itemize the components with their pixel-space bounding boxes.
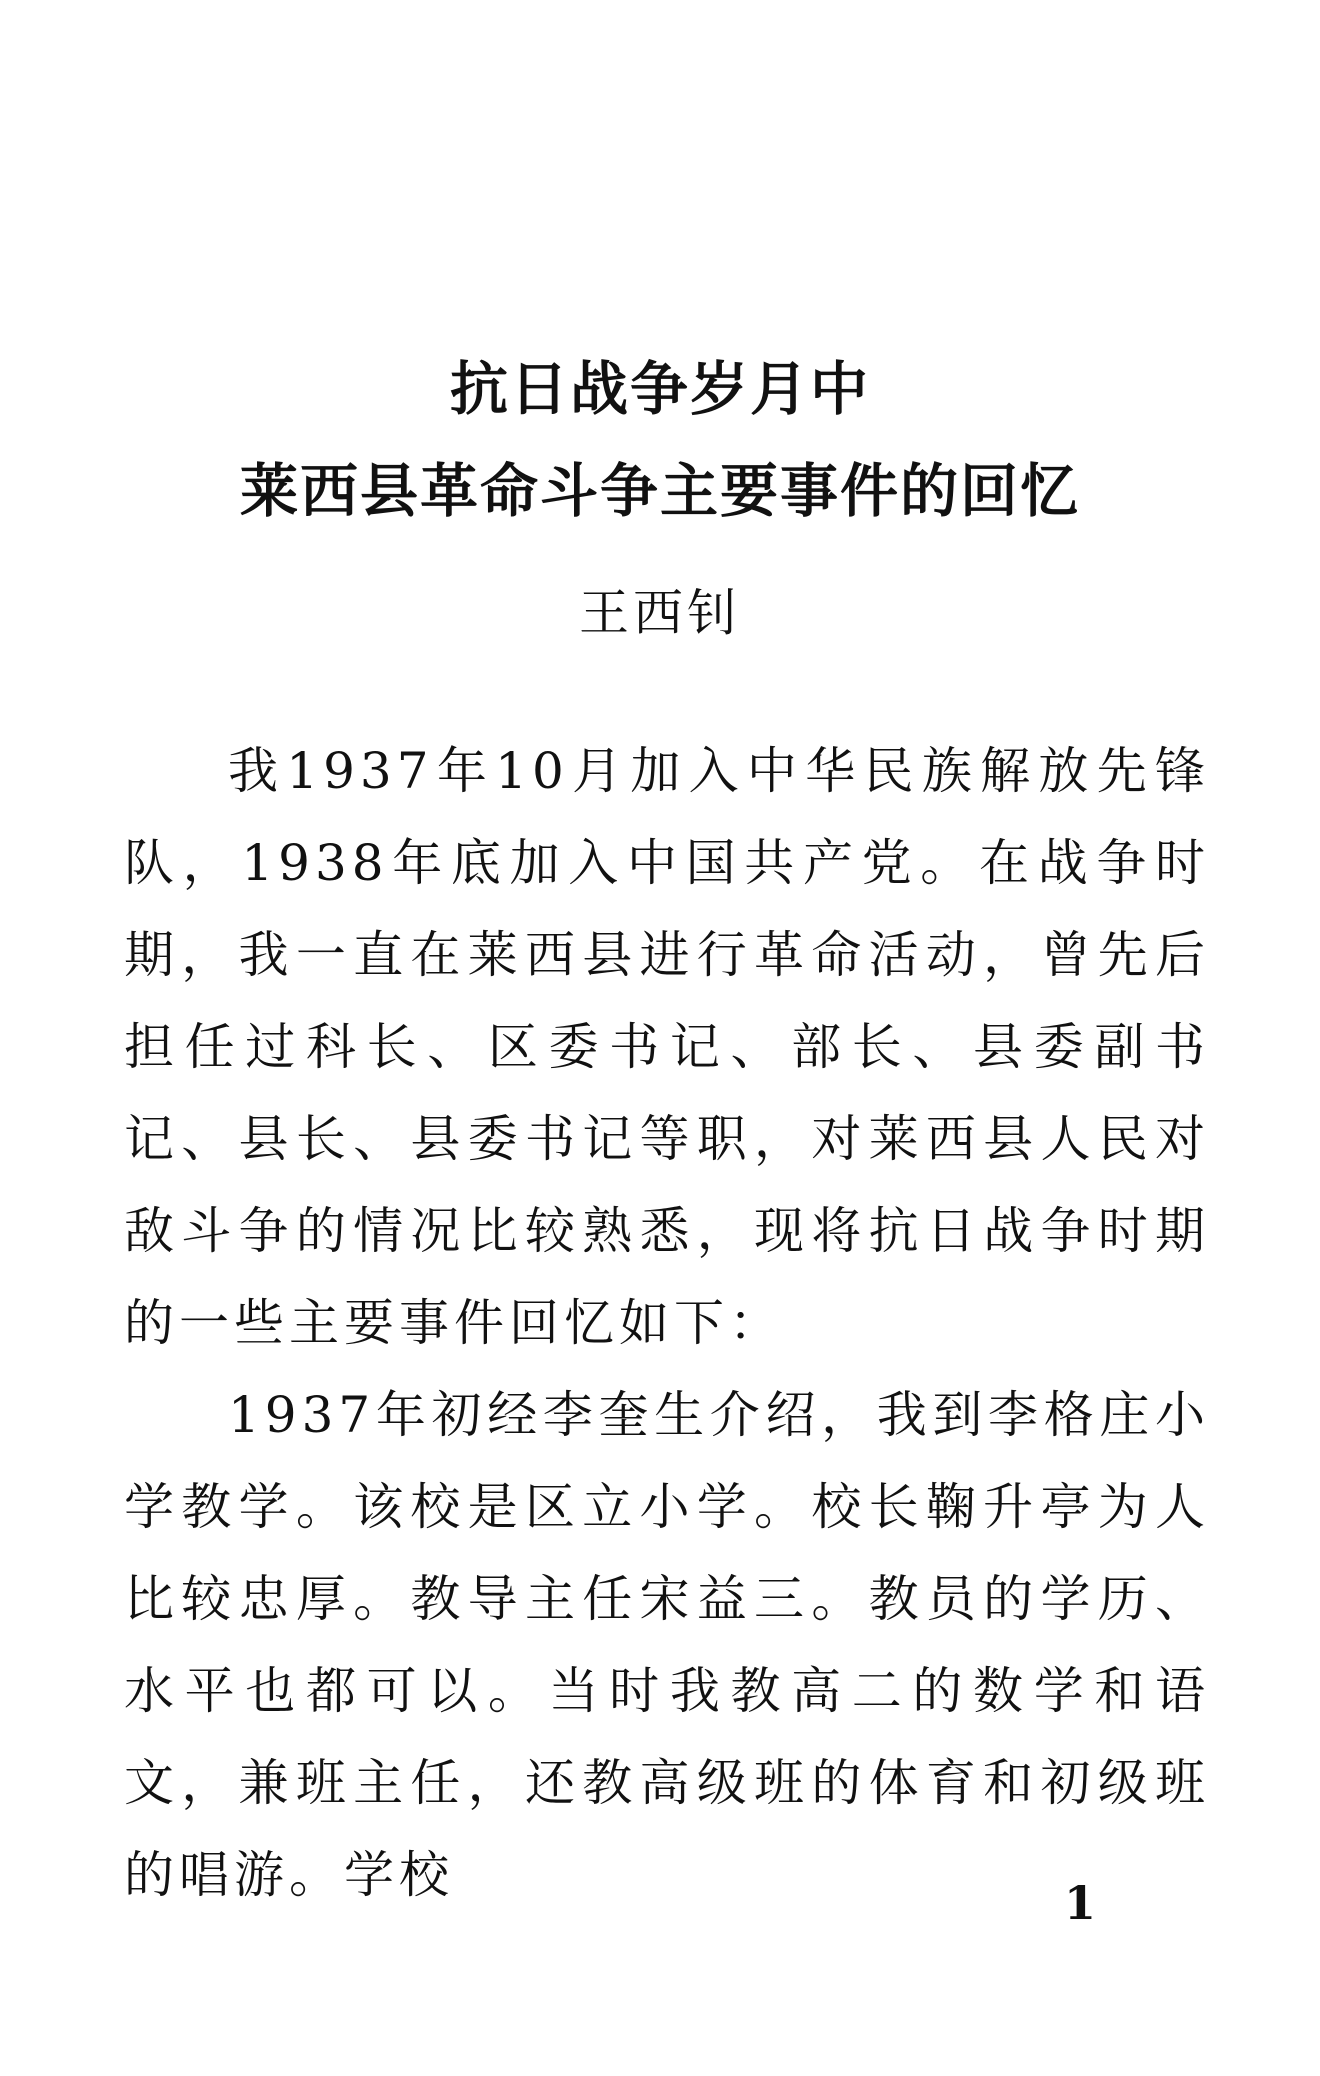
title-line-2: 莱西县革命斗争主要事件的回忆: [239, 457, 1080, 525]
paragraph-2: 1937年初经李奎生介绍，我到李格庄小学教学。该校是区立小学。校长鞠升亭为人比较忠厚。教导主任宋益三。教员的学历、水平也都可以。当时我教高二的数学和语文，兼班主任，还教高级班的体育和初级班的唱游。学校: [124, 1386, 1210, 1904]
author-name: 王西钊: [579, 584, 741, 642]
paragraph-1: 我1937年10月加入中华民族解放先锋队，1938年底加入中国共产党。在战争时期，我一直在莱西县进行革命活动，曾先后担任过科长、区委书记、部长、县委副书记、县长、县委书记等职，对莱西县人民对敌斗争的情况比较熟悉，现将抗日战争时期的一些主要事件回忆如下：: [124, 742, 1210, 1352]
page-number: 1: [1064, 1876, 1097, 1930]
title-line-1: 抗日战争岁月中: [449, 355, 870, 423]
body-text: [124, 725, 1210, 1921]
